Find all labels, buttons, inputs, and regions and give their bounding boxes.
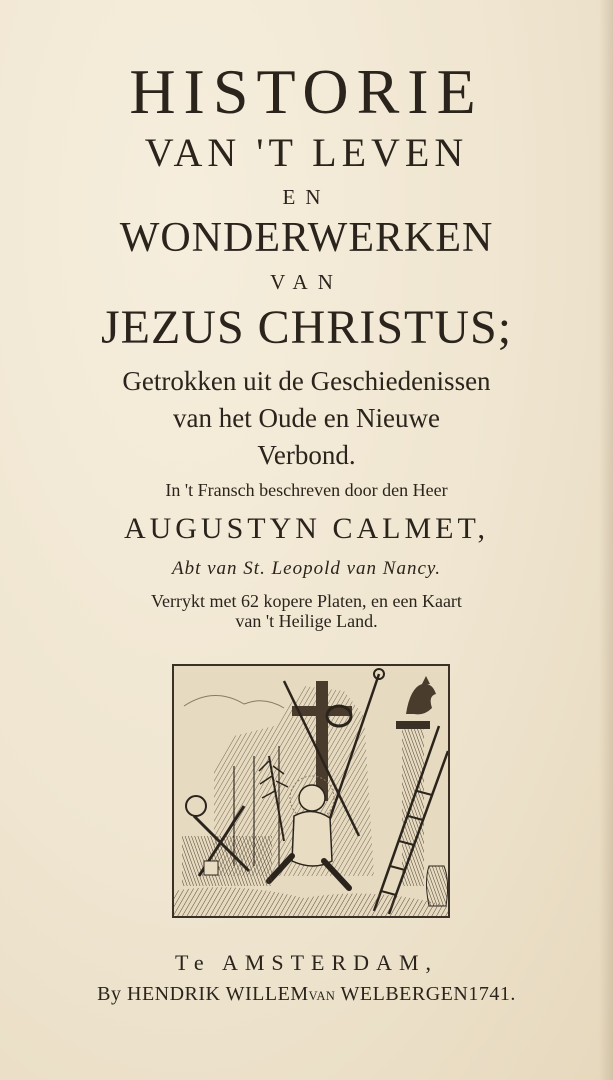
translation-note: In 't Fransch beschreven door den Heer <box>165 480 448 500</box>
plates-note-line-2: van 't Heilige Land. <box>235 611 378 631</box>
imprint-publisher <box>0 984 613 1004</box>
publisher-van: VAN <box>308 989 336 1003</box>
publisher-name: WELBERGEN <box>340 983 469 1005</box>
title-van-t-leven: VAN 'T LEVEN <box>144 130 469 175</box>
plates-note-line-1: Verrykt met 62 kopere Platen, en een Kaart <box>151 591 462 611</box>
subtitle-line-3: Verbond. <box>257 440 356 470</box>
engraving-vignette <box>172 664 450 918</box>
subtitle-line-1: Getrokken uit de Geschiedenissen <box>122 366 491 396</box>
title-historie: HISTORIE <box>129 56 484 127</box>
title-jezus-christus: JEZUS CHRISTUS; <box>100 301 513 354</box>
engraving-illustration <box>174 666 448 916</box>
title-en: EN <box>282 185 331 209</box>
publication-year: 1741. <box>468 983 516 1005</box>
title-wonderwerken: WONDERWERKEN <box>119 215 494 261</box>
author-name: AUGUSTYN CALMET, <box>123 512 490 545</box>
publisher-by: By HENDRIK WILLEM <box>97 983 309 1005</box>
author-title: Abt van St. Leopold van Nancy. <box>171 558 442 579</box>
subtitle-line-2: van het Oude en Nieuwe <box>173 403 440 433</box>
page-edge-shadow <box>599 0 613 1080</box>
title-van: VAN <box>270 270 343 294</box>
imprint-place: Te AMSTERDAM, <box>174 950 439 975</box>
